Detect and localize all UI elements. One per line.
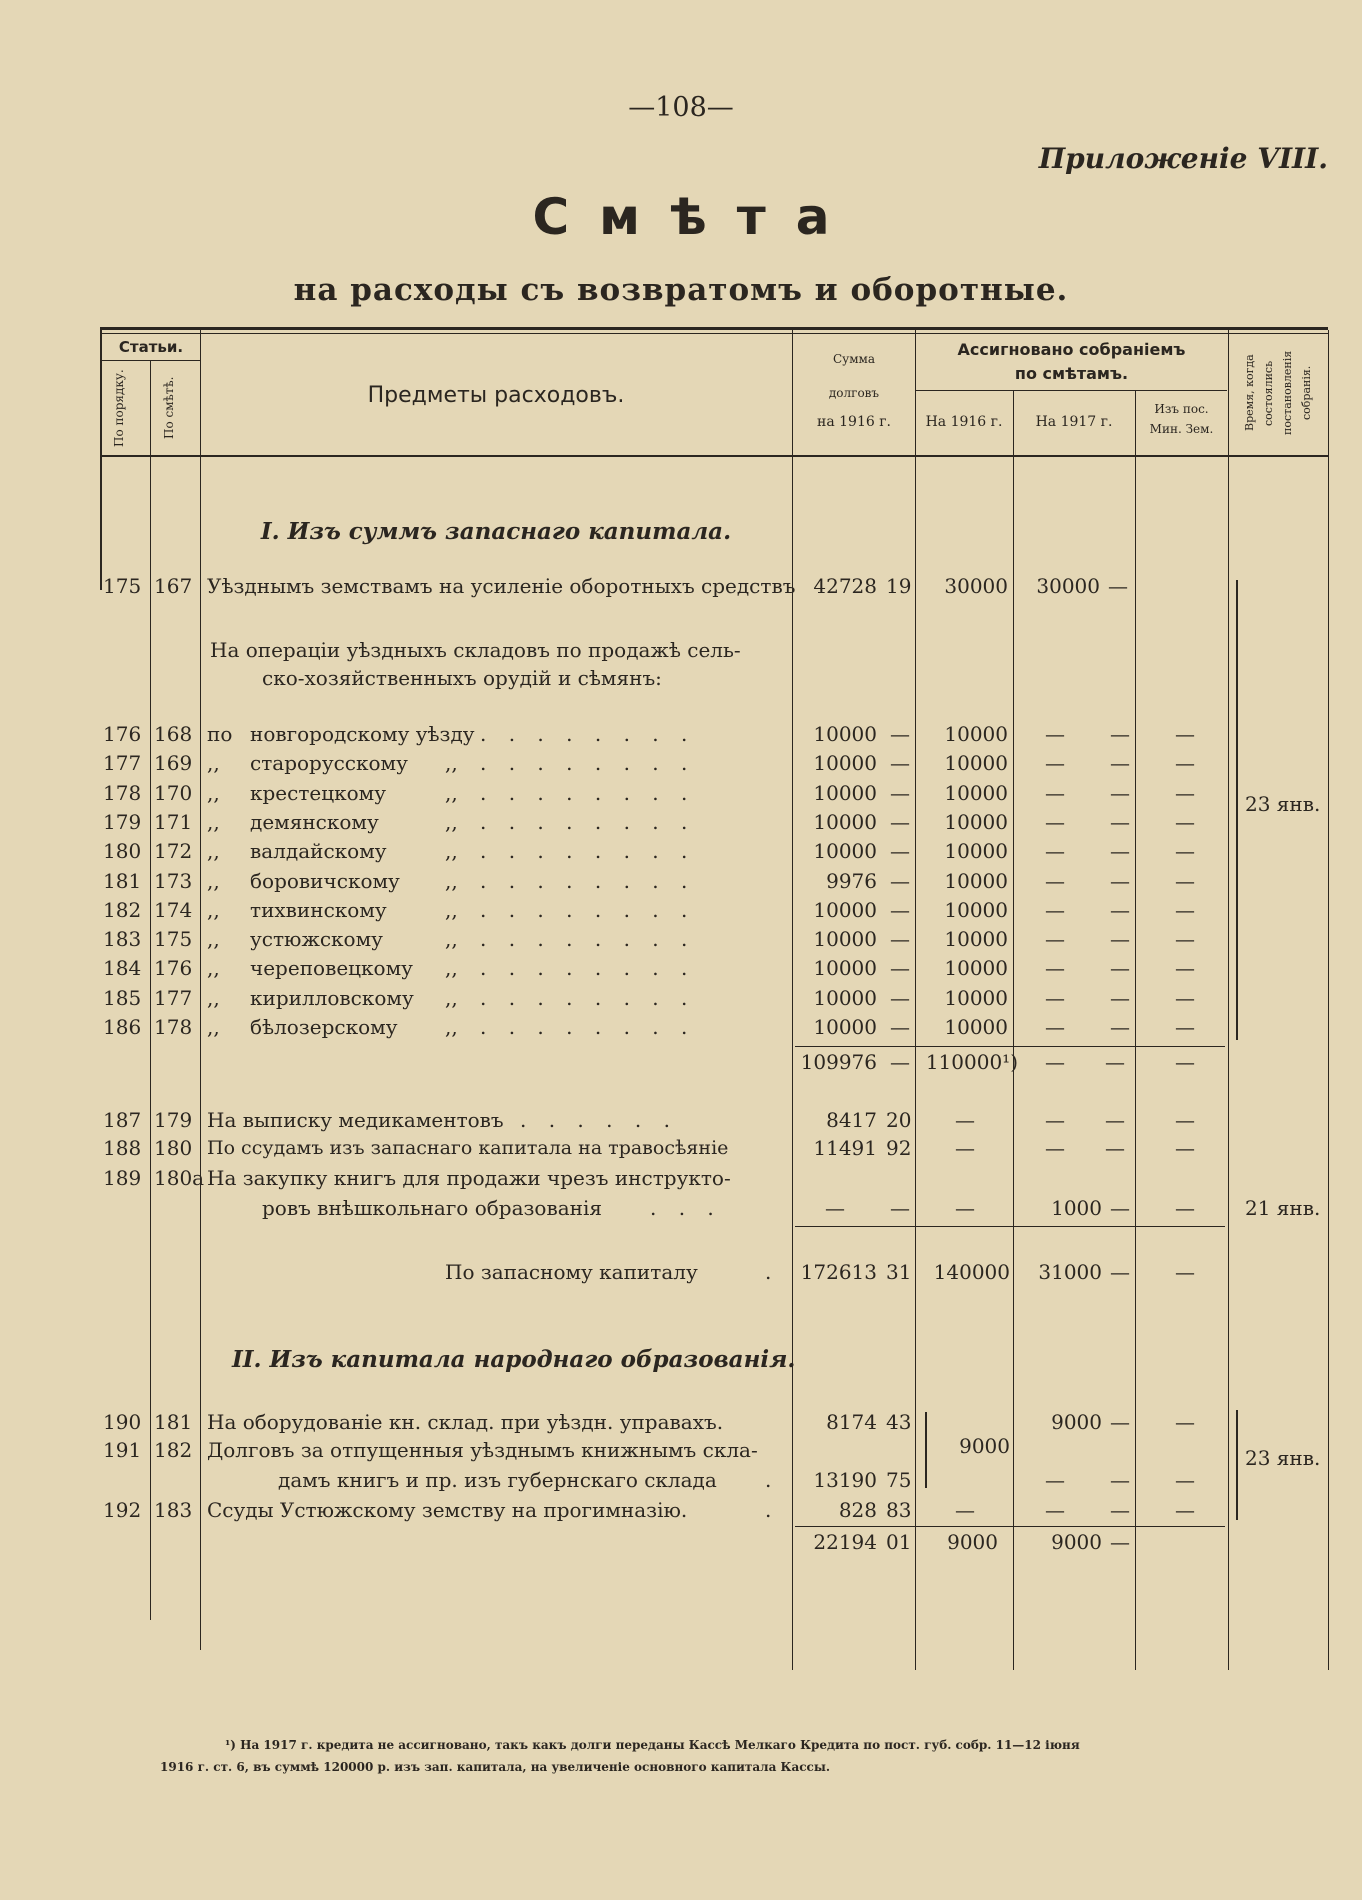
header-izpos-2: Мин. Зем. [1149,422,1214,436]
header-assign-1: Ассигновано собраніемъ [957,340,1186,359]
header-vremya: Время, когда состоялись постановленія собранія. [1243,350,1313,436]
header-summa-1: Сумма [832,352,876,366]
bracket-rule [1236,580,1238,1040]
header-po-poryadku: По порядку. [112,369,126,447]
col-rule [1135,390,1136,1670]
header-assign-2: по смѣтамъ. [1014,364,1129,383]
header-summa-2: долговъ [828,386,880,400]
col-rule [792,330,793,1670]
col-rule [1228,330,1229,1670]
total1-rule [795,1226,1225,1227]
table-top-rule-thin [100,333,1328,334]
header-bottom-rule [100,455,1328,457]
col-rule [915,330,916,1670]
header-summa-3: на 1916 г. [817,414,891,430]
col-rule [100,330,102,590]
table-top-rule [100,327,1328,330]
section1-title: I. Изъ суммъ запаснаго капитала. [260,518,732,545]
appendix-label: Приложеніе VIII. [1038,142,1328,175]
header-na1917: На 1917 г. [1035,414,1113,430]
operations-text-2: ско-хозяйственныхъ орудій и сѣмянъ: [262,666,662,690]
subtotal-rule [795,1046,1225,1047]
operations-text-1: На операціи уѣздныхъ складовъ по продажѣ сель- [210,638,741,662]
col-rule [150,360,151,1620]
header-na1916: На 1916 г. [925,414,1003,430]
bracket-rule-2 [1236,1410,1238,1520]
header-izpos-1: Изъ пос. [1154,402,1209,416]
header-predmety: Предметы расходовъ. [367,383,625,408]
document-title: Смѣта [532,188,860,246]
a1916-190-191: 9000 [959,1434,1010,1458]
date-23-jan-1: 23 янв. [1245,792,1321,816]
total2-rule [795,1526,1225,1527]
page-number: —108— [628,92,734,123]
header-stati: Статьи. [118,338,184,356]
bracket-190-191 [925,1412,927,1488]
assign-sub-rule [915,390,1227,391]
col-rule [1013,390,1014,1670]
header-po-smete: По смѣтѣ. [162,376,176,440]
col-rule [1328,330,1329,1670]
section2-title: II. Изъ капитала народнаго образованія. [232,1346,796,1373]
date-23-jan-2: 23 янв. [1245,1446,1321,1470]
document-subtitle: на расходы съ возвратомъ и оборотные. [293,272,1069,308]
footnote-line-1: ¹) На 1917 г. кредита не ассигновано, такъ какъ долги переданы Кассѣ Мелкаго Кредита по пост. губ. собр. 11—12 іюня [225,1738,1080,1752]
footnote-line-2: 1916 г. ст. 6, въ суммѣ 120000 р. изъ зап. капитала, на увеличеніе основного капитала Кассы. [160,1760,831,1774]
